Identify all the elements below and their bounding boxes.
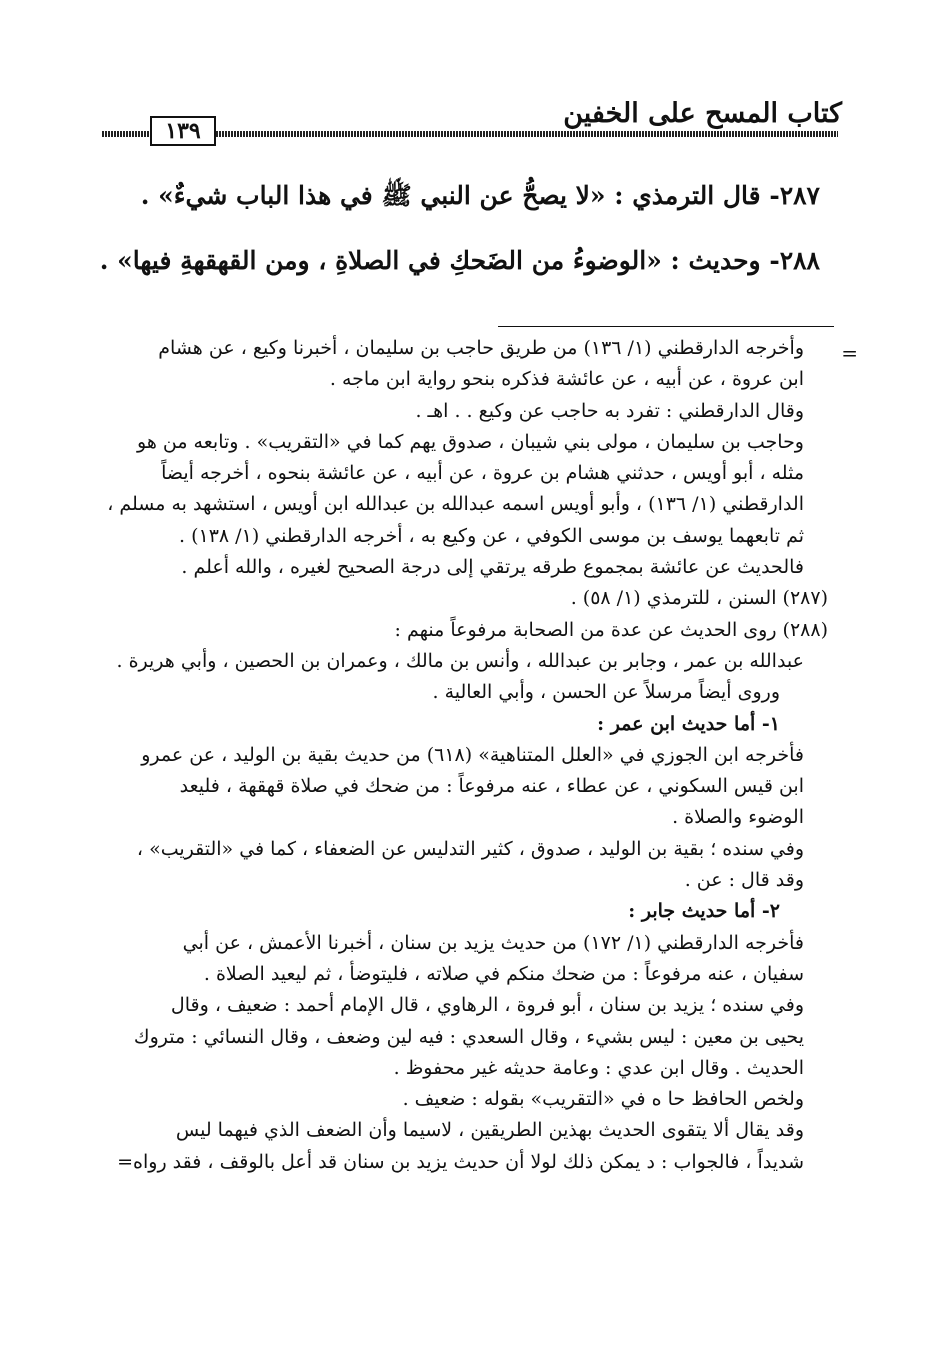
footnote-line: وروى أيضاً مرسلاً عن الحسن ، وأبي العالية . xyxy=(432,681,780,704)
footnote-line: فالحديث عن عائشة بمجموع طرقه يرتقي إلى درجة الصحيح لغيره ، والله أعلم . xyxy=(181,556,804,579)
footnote-line: الحديث . وقال ابن عدي : وعامة حديثه غير محفوظ . xyxy=(393,1056,804,1079)
subheading-jabir: ٢- أما حديث جابر : xyxy=(628,900,780,923)
footnote-line: سفيان ، عنه مرفوعاً : من ضحك منكم في صلاته ، فليتوضأ ، ثم ليعيد الصلاة . xyxy=(203,962,804,985)
header-rule-left xyxy=(102,131,150,137)
footnote-line: وقال الدارقطني : تفرد به حاجب عن وكيع . . اهـ . xyxy=(415,399,804,422)
subheading-ibn-umar: ١- أما حديث ابن عمر : xyxy=(597,712,780,735)
footnote-line: يحيى بن معين : ليس بشيء ، وقال السعدي : فيه لين وضعف ، وقال النسائي : متروك xyxy=(133,1025,804,1048)
footnote-line: الدارقطني (١/ ١٣٦) ، وأبو أويس اسمه عبدالله بن عبدالله ابن أويس ، استشهد به مسلم ، xyxy=(107,493,804,516)
hadith-287: ٢٨٧- قال الترمذي : «لا يصحُّ عن النبي ﷺ في هذا الباب شيءٌ» . xyxy=(140,181,820,210)
footnote-line: ثم تابعهما يوسف بن موسى الكوفي ، عن وكيع به ، أخرجه الدارقطني (١/ ١٣٨) . xyxy=(179,524,804,547)
footnote-line: وأخرجه الدارقطني (١/ ١٣٦) من طريق حاجب بن سليمان ، أخبرنا وكيع ، عن هشام xyxy=(158,337,804,359)
footnote-line: مثله ، أبو أويس ، حدثني هشام بن عروة ، عن أبيه ، عن عائشة بنحوه ، أخرجه أيضاً xyxy=(161,462,804,485)
continuation-mark: = xyxy=(841,341,858,365)
footnote-288: (٢٨٨) روى الحديث عن عدة من الصحابة مرفوعاً منهم : xyxy=(394,618,828,641)
page-number: ١٣٩ xyxy=(150,116,216,146)
footnote-line: ابن قيس السكوني ، عن عطاء ، عنه مرفوعاً : من ضحك في صلاة قهقهة ، فليعد xyxy=(179,775,804,798)
footnote-line: ابن عروة ، عن أبيه ، عن عائشة فذكره بنحو رواية ابن ماجه . xyxy=(329,368,804,391)
footnote-line: فأخرجه ابن الجوزي في «العلل المتناهية» (٦١٨) من حديث بقية بن الوليد ، عن عمرو xyxy=(141,743,804,766)
footnote-line: الوضوء والصلاة . xyxy=(672,806,804,829)
footnote-line: وحاجب بن سليمان ، مولى بني شيبان ، صدوق يهم كما في «التقريب» . وتابعه من هو xyxy=(137,430,804,453)
footnotes xyxy=(104,333,828,1178)
footnote-line: وفي سنده ؛ يزيد بن سنان ، أبو فروة ، الرهاوي ، قال الإمام أحمد : ضعيف ، وقال xyxy=(170,994,804,1017)
header-rule xyxy=(216,131,838,137)
footnote-line: وفي سنده ؛ بقية بن الوليد ، صدوق ، كثير التدليس عن الضعفاء ، كما في «التقريب» ، xyxy=(136,837,804,860)
hadith-288: ٢٨٨- وحديث : «الوضوءُ من الضَحكِ في الصلاةِ ، ومن القهقهةِ فيها» . xyxy=(99,246,820,275)
footnote-line: عبدالله بن عمر ، وجابر بن عبدالله ، وأنس بن مالك ، وعمران بن الحصين ، وأبي هريرة . xyxy=(116,649,804,672)
book-title: كتاب المسح على الخفين xyxy=(563,98,842,129)
footnote-line: وقد يقال ألا يتقوى الحديث بهذين الطريقين ، لاسيما وأن الضعف الذي فيهما ليس xyxy=(175,1119,804,1142)
footnote-line: ولخص الحافظ حا ه في «التقريب» بقوله : ضعيف . xyxy=(402,1088,804,1111)
footnote-287: (٢٨٧) السنن ، للترمذي (١/ ٥٨) . xyxy=(570,587,828,610)
footnote-separator xyxy=(498,326,834,327)
footnote-line: فأخرجه الدارقطني (١/ ١٧٢) من حديث يزيد بن سنان ، أخبرنا الأعمش ، عن أبي xyxy=(182,931,804,954)
footnote-line: وقد قال : عن . xyxy=(684,869,804,892)
footnote-line: شديداً ، فالجواب : د يمكن ذلك لولا أن حديث يزيد بن سنان قد أعل بالوقف ، فقد رواه= xyxy=(117,1150,804,1173)
